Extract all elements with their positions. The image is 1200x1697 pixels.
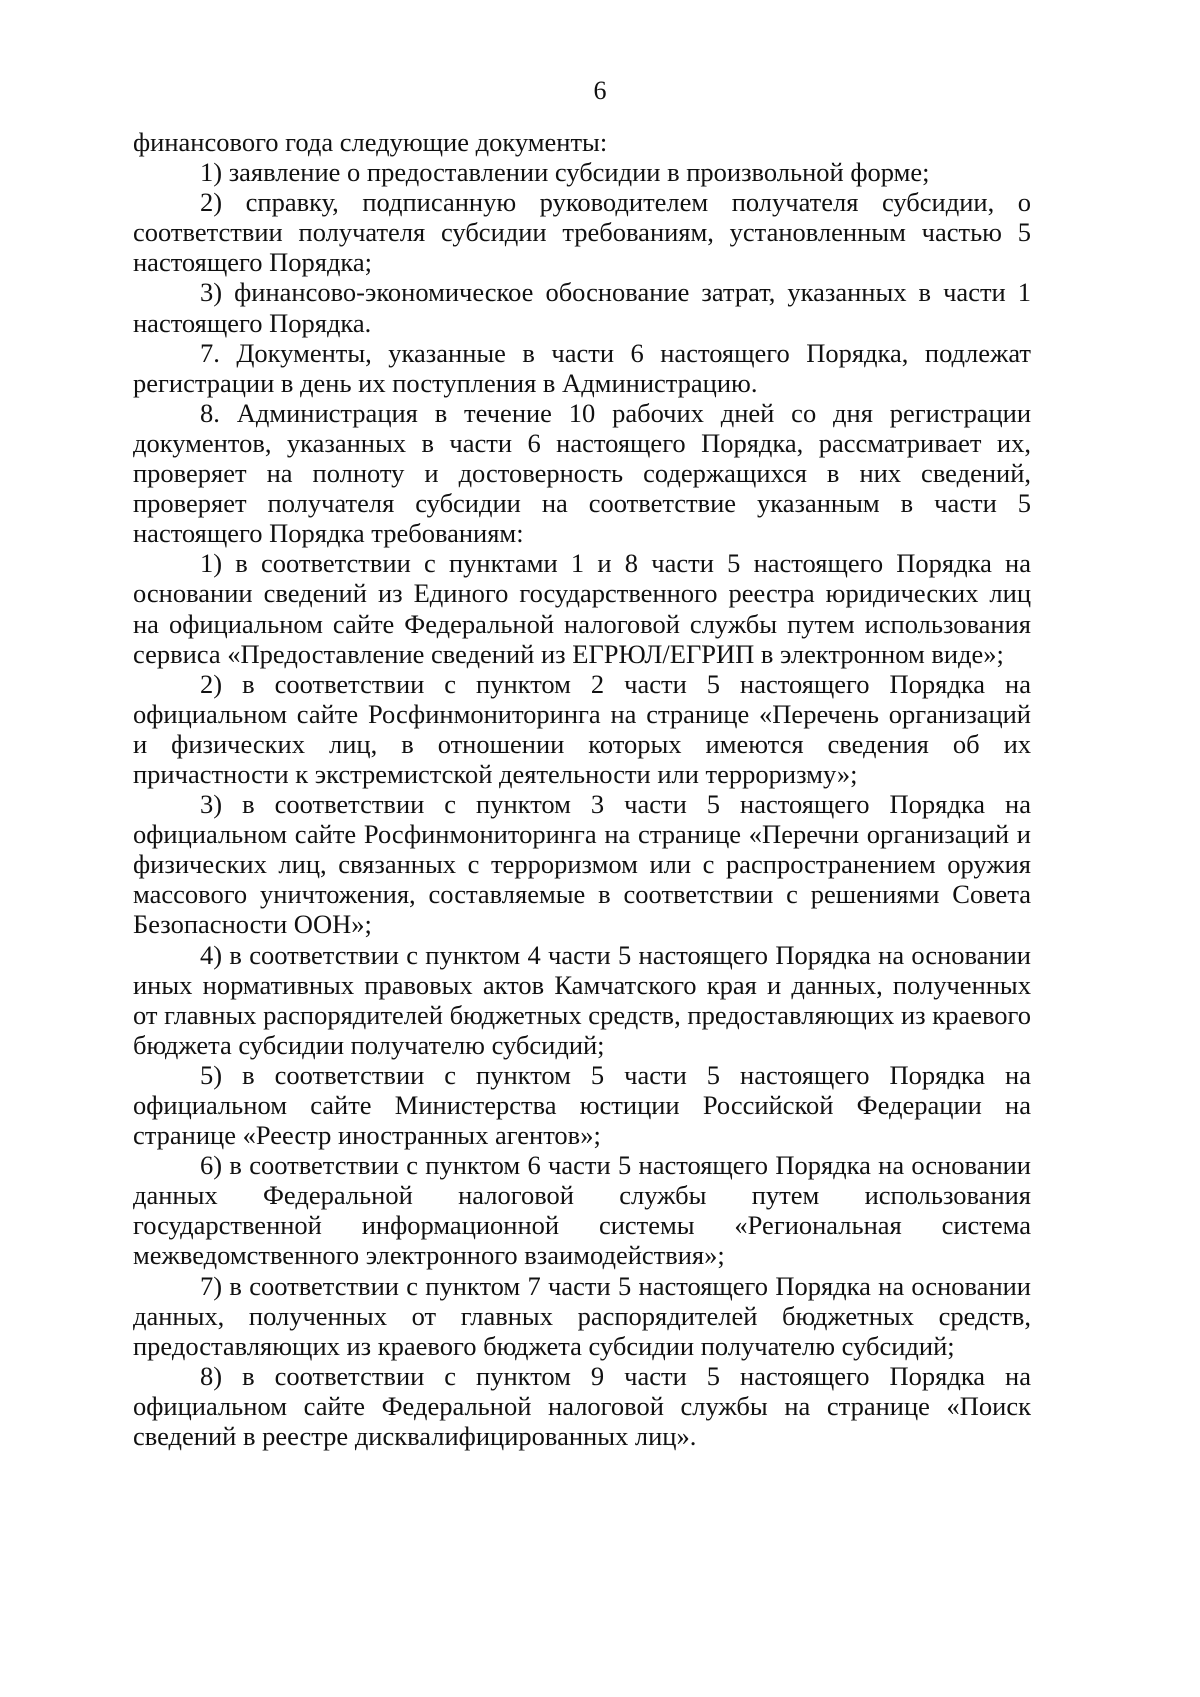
list-item-justification: 3) финансово-экономическое обоснование затрат, указанных в части 1 настоящего Порядка. [133,277,1031,338]
document-body [133,127,1031,1451]
clause-8-item-3: 3) в соответствии с пунктом 3 части 5 настоящего Порядка на официальном сайте Росфинмониторинга на странице «Перечни организаций и физических лиц, связанных с терроризмом или с распространением оружия массового уничтожения, составляемые в соответствии с решениями Совета Безопасности ООН»; [133,789,1031,940]
clause-8-item-6: 6) в соответствии с пунктом 6 части 5 настоящего Порядка на основании данных Федеральной налоговой службы путем использования государственной информационной системы «Региональная система межведомственного электронного взаимодействия»; [133,1150,1031,1271]
paragraph-continuation: финансового года следующие документы: [133,127,608,157]
clause-8-item-5: 5) в соответствии с пунктом 5 части 5 настоящего Порядка на официальном сайте Министерства юстиции Российской Федерации на странице «Реестр иностранных агентов»; [133,1059,1031,1151]
clause-8: 8. Администрация в течение 10 рабочих дней со дня регистрации документов, указанных в части 6 настоящего Порядка, рассматривает их, проверяет на полноту и достоверность содержащихся в них сведений, проверяет получателя субсидии на соответствие указанным в части 5 настоящего Порядка требованиям: [133,397,1031,549]
clause-8-item-4: 4) в соответствии с пунктом 4 части 5 настоящего Порядка на основании иных нормативных правовых актов Камчатского края и данных, полученных от главных распорядителей бюджетных средств, предоставляющих из краевого бюджета субсидии получателю субсидий; [133,939,1031,1060]
clause-8-item-1: 1) в соответствии с пунктами 1 и 8 части 5 настоящего Порядка на основании сведений из Единого государственного реестра юридических лиц на официальном сайте Федеральной налоговой службы путем использования сервиса «Предоставление сведений из ЕГРЮЛ/ЕГРИП в электронном виде»; [133,548,1031,669]
list-item-application: 1) заявление о предоставлении субсидии в произвольной форме; [200,157,930,188]
clause-8-item-8: 8) в соответствии с пунктом 9 части 5 настоящего Порядка на официальном сайте Федеральной налоговой службы на странице «Поиск сведений в реестре дисквалифицированных лиц». [133,1360,1031,1452]
clause-7: 7. Документы, указанные в части 6 настоящего Порядка, подлежат регистрации в день их поступления в Администрацию. [133,337,1031,398]
page-number: 6 [593,76,607,105]
clause-8-item-2: 2) в соответствии с пунктом 2 части 5 настоящего Порядка на официальном сайте Росфинмониторинга на странице «Перечень организаций и физических лиц, в отношении которых имеются сведения об их причастности к экстремистской деятельности или терроризму»; [133,668,1031,789]
list-item-certificate: 2) справку, подписанную руководителем получателя субсидии, о соответствии получателя субсидии требованиям, установленным частью 5 настоящего Порядка; [133,187,1031,278]
clause-8-item-7: 7) в соответствии с пунктом 7 части 5 настоящего Порядка на основании данных, полученных от главных распорядителей бюджетных средств, предоставляющих из краевого бюджета субсидии получателю субсидий; [133,1270,1031,1361]
